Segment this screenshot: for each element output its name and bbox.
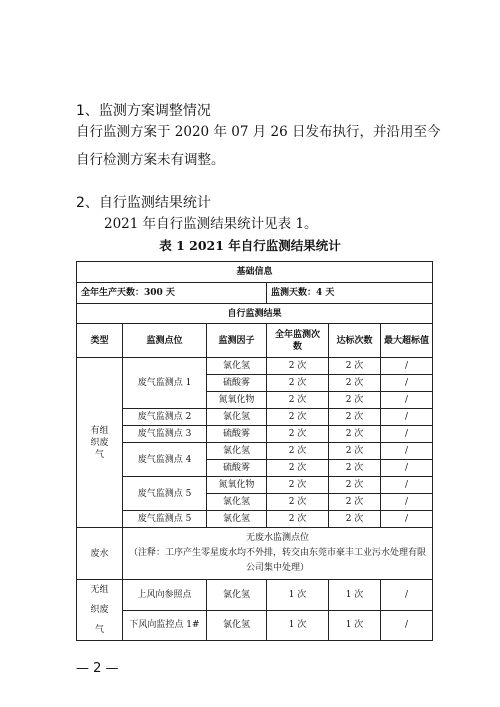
pass-cell: 1 次 (329, 610, 381, 641)
point-4: 废气监测点 4 (123, 443, 207, 477)
count-cell: 2 次 (267, 443, 329, 460)
count-cell: 2 次 (267, 392, 329, 409)
factor-cell: 硫酸雾 (207, 426, 267, 443)
pass-cell: 2 次 (329, 358, 381, 375)
section1-heading: 1、监测方案调整情况 (76, 103, 211, 119)
pass-cell: 2 次 (329, 443, 381, 460)
max-cell: / (381, 426, 433, 443)
count-cell: 2 次 (267, 375, 329, 392)
max-cell: / (381, 511, 433, 528)
count-cell: 1 次 (267, 610, 329, 641)
count-cell: 2 次 (267, 477, 329, 494)
max-cell: / (381, 610, 433, 641)
header-factor: 监测因子 (207, 324, 267, 358)
type-unorganized: 无组织废气 (77, 580, 123, 641)
header-point: 监测点位 (123, 324, 207, 358)
table-caption: 表 1 2021 年自行监测结果统计 (159, 238, 341, 253)
max-cell: / (381, 494, 433, 511)
factor-cell: 氯化氢 (207, 494, 267, 511)
header-pass: 达标次数 (329, 324, 381, 358)
count-cell: 2 次 (267, 426, 329, 443)
max-cell: / (381, 409, 433, 426)
wastewater-cell (123, 528, 433, 580)
section1-body: 自行监测方案于 2020 年 07 月 26 日发布执行，并沿用至今自行检测方案未有调整。 (76, 124, 441, 168)
section2-heading: 2、自行监测结果统计 (76, 195, 211, 211)
header-max: 最大超标值 (381, 324, 433, 358)
max-cell: / (381, 443, 433, 460)
point-upwind: 上风向参照点 (123, 580, 207, 611)
count-cell: 1 次 (267, 580, 329, 611)
monitoring-days: 监测天数：4 天 (267, 283, 433, 304)
point-5-second: 废气监测点 5 (123, 511, 207, 528)
max-cell: / (381, 477, 433, 494)
pass-cell: 2 次 (329, 494, 381, 511)
factor-cell: 硫酸雾 (207, 375, 267, 392)
pass-cell: 2 次 (329, 392, 381, 409)
wastewater-note: （注释：工序产生零星废水均不外排，转交由东莞市豪丰工业污水处理有限公司集中处理） (129, 548, 427, 573)
header-count: 全年监测次数 (267, 324, 329, 358)
count-cell: 2 次 (267, 409, 329, 426)
factor-cell: 氯化氢 (207, 511, 267, 528)
type-organized: 有组织废气 (77, 358, 123, 528)
section2-body: 2021 年自行监测结果统计见表 1。 (104, 216, 318, 232)
pass-cell: 2 次 (329, 460, 381, 477)
max-cell: / (381, 580, 433, 611)
count-cell: 2 次 (267, 511, 329, 528)
count-cell: 2 次 (267, 358, 329, 375)
pass-cell: 1 次 (329, 580, 381, 611)
production-days: 全年生产天数：300 天 (77, 283, 267, 304)
max-cell: / (381, 460, 433, 477)
factor-cell: 氯化氢 (207, 443, 267, 460)
pass-cell: 2 次 (329, 375, 381, 392)
max-cell: / (381, 375, 433, 392)
page-number: — 2 — (76, 661, 119, 676)
count-cell: 2 次 (267, 460, 329, 477)
point-3: 废气监测点 3 (123, 426, 207, 443)
type-wastewater: 废水 (77, 528, 123, 580)
pass-cell: 2 次 (329, 409, 381, 426)
point-5: 废气监测点 5 (123, 477, 207, 511)
wastewater-line: 无废水监测点位 (246, 533, 310, 543)
pass-cell: 2 次 (329, 477, 381, 494)
monitoring-results-table (76, 261, 433, 641)
basic-info-title: 基础信息 (77, 262, 433, 283)
point-2: 废气监测点 2 (123, 409, 207, 426)
max-cell: / (381, 358, 433, 375)
header-type: 类型 (77, 324, 123, 358)
count-cell: 2 次 (267, 494, 329, 511)
factor-cell: 氯化氢 (207, 610, 267, 641)
max-cell: / (381, 392, 433, 409)
point-downwind: 下风向监控点 1# (123, 610, 207, 641)
factor-cell: 氮氧化物 (207, 477, 267, 494)
results-title: 自行监测结果 (77, 304, 433, 324)
factor-cell: 氯化氢 (207, 358, 267, 375)
factor-cell: 硫酸雾 (207, 460, 267, 477)
factor-cell: 氮氧化物 (207, 392, 267, 409)
pass-cell: 2 次 (329, 511, 381, 528)
pass-cell: 2 次 (329, 426, 381, 443)
point-1: 废气监测点 1 (123, 358, 207, 409)
factor-cell: 氯化氢 (207, 580, 267, 611)
factor-cell: 氯化氢 (207, 409, 267, 426)
